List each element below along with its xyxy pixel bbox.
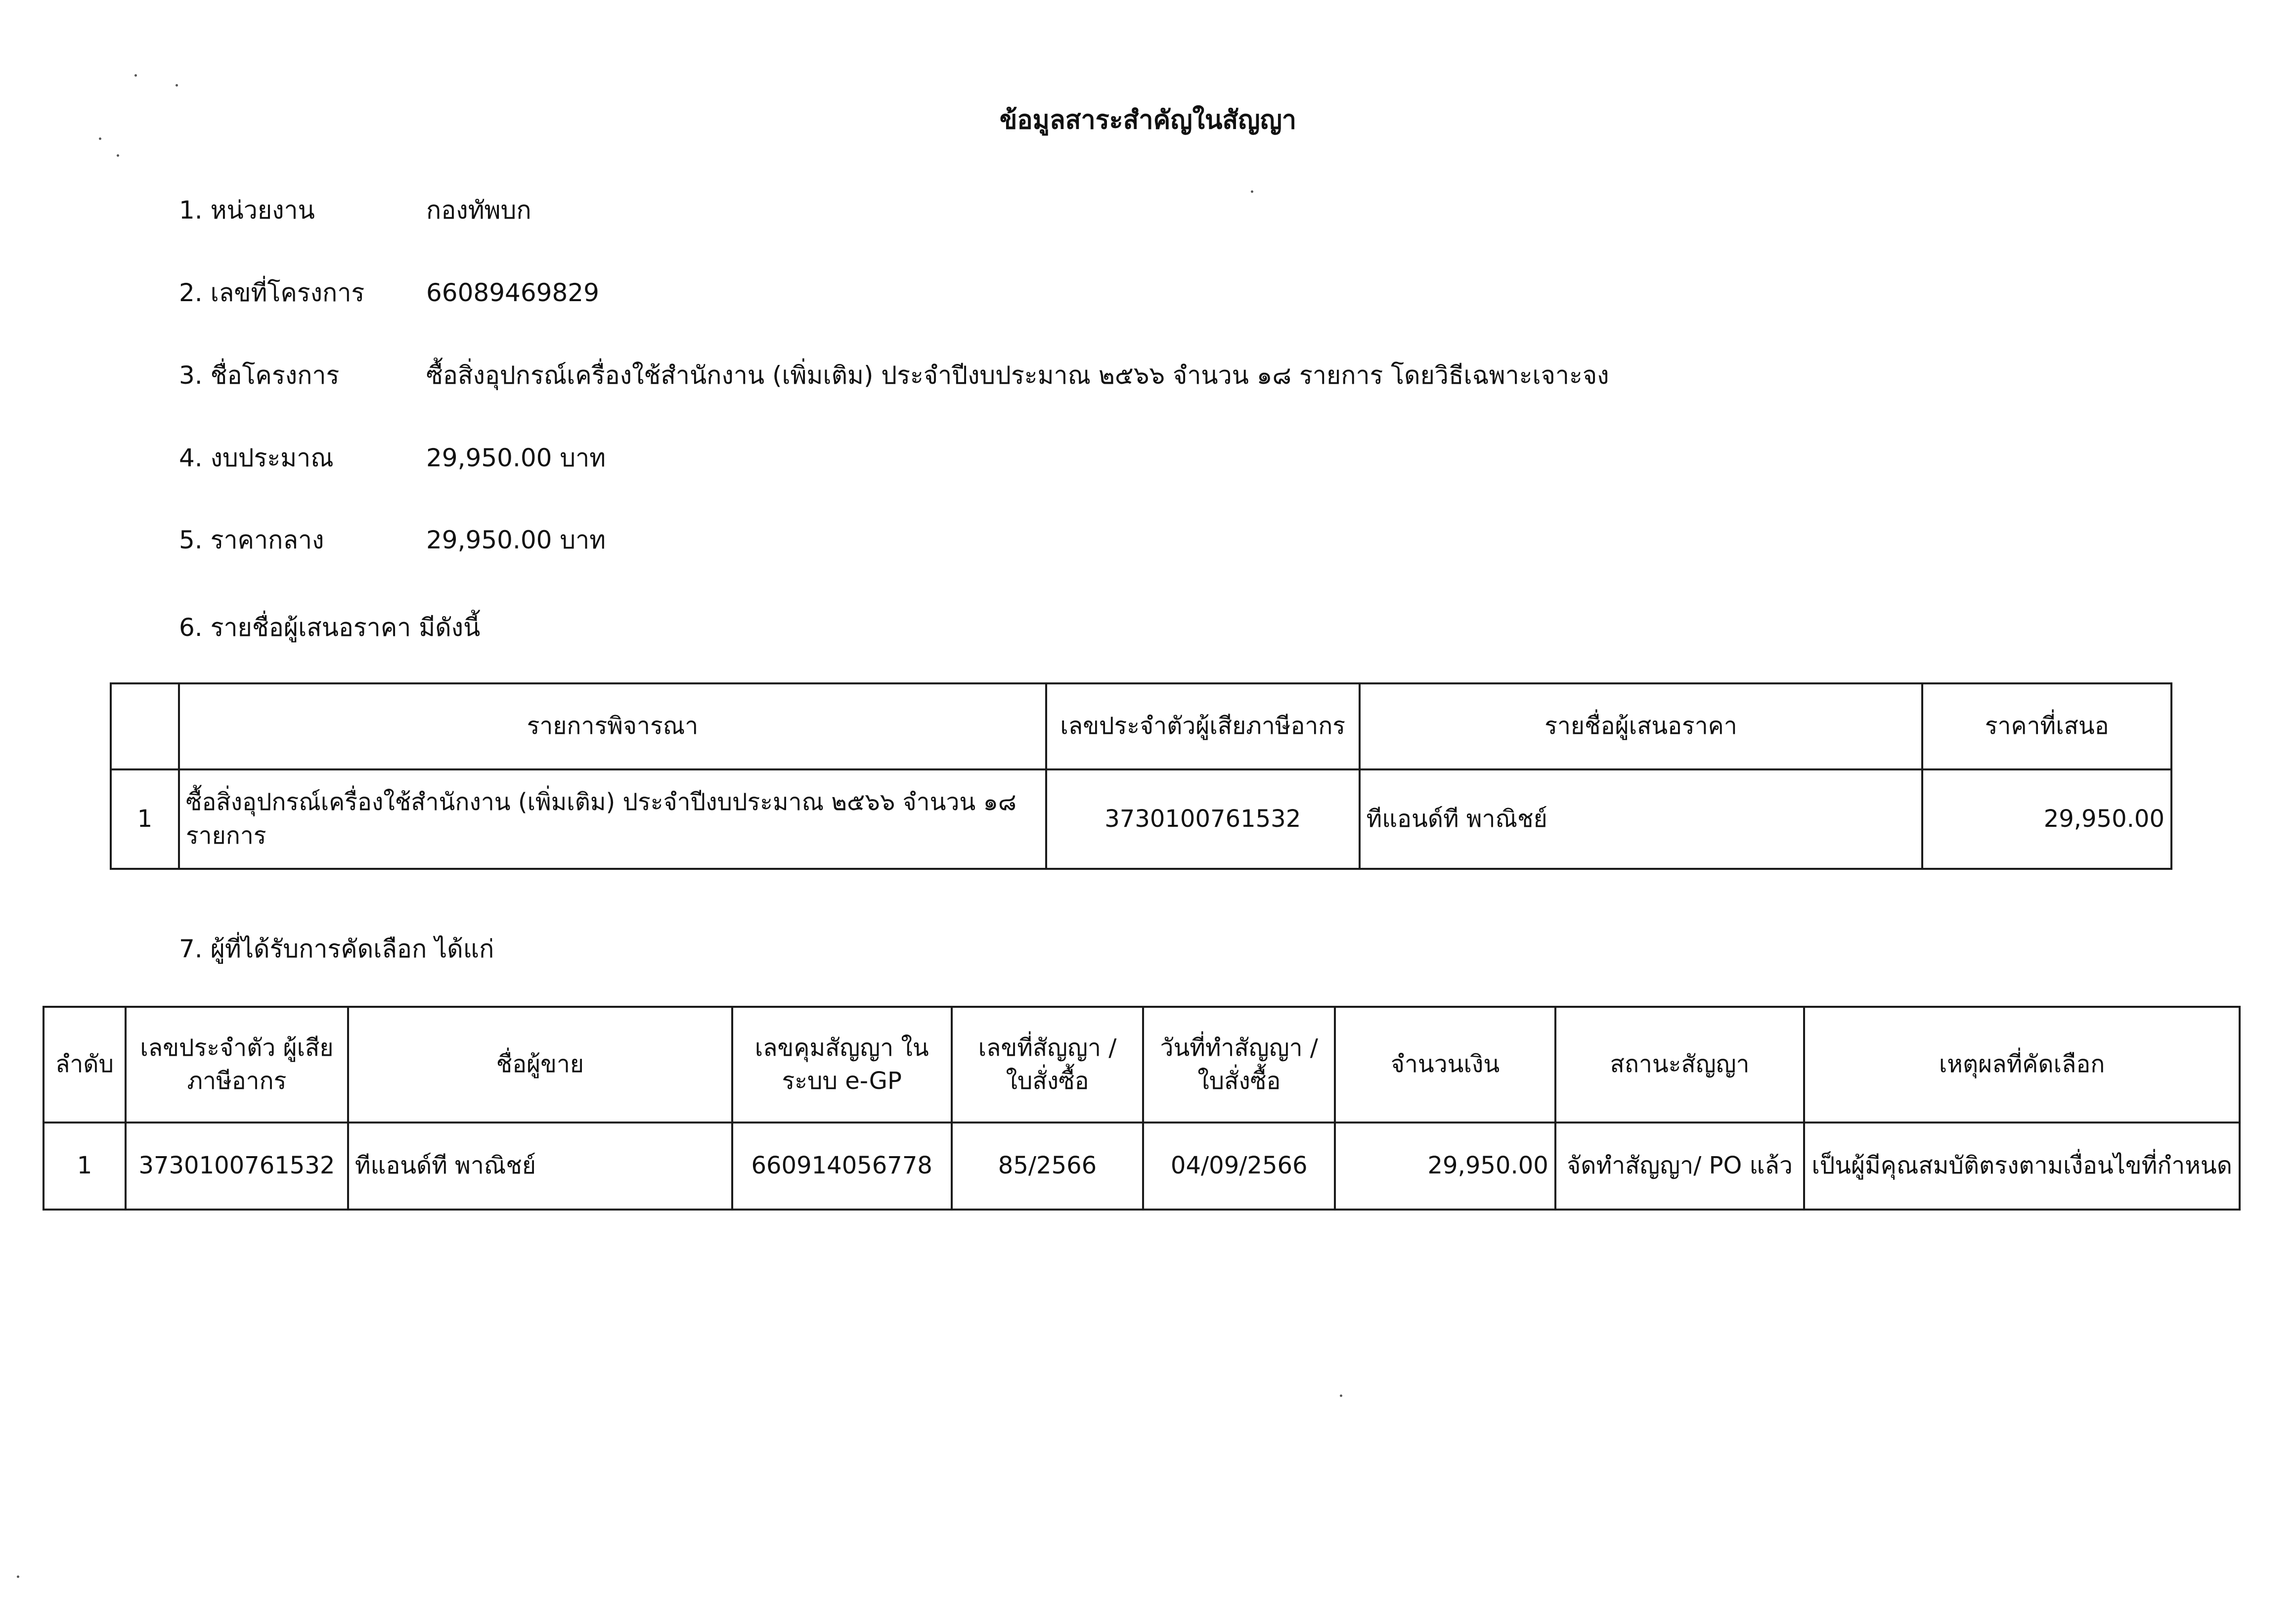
bidders-table [110,682,2172,870]
field-label: 4. งบประมาณ [179,443,334,472]
column-header: ราคาที่เสนอ [1922,683,2171,769]
table-row [44,1123,2240,1210]
table-header-row [111,683,2171,769]
column-header: เหตุผลที่คัดเลือก [1804,1007,2240,1123]
scan-speck [117,154,119,157]
column-header: เลขที่สัญญา / ใบสั่งซื้อ [952,1007,1144,1123]
column-header: เลขประจำตัวผู้เสียภาษีอากร [1046,683,1360,769]
field-value: 29,950.00 บาท [426,443,606,472]
scan-speck [134,74,137,77]
table-cell: ทีแอนด์ที พาณิชย์ [348,1123,732,1210]
scan-speck [176,84,178,87]
field-value: 29,950.00 บาท [426,525,606,554]
column-header: สถานะสัญญา [1555,1007,1804,1123]
selected-vendor-table [43,1006,2241,1211]
field-budget [179,438,606,478]
table-cell: 29,950.00 [1335,1123,1555,1210]
field-value: กองทัพบก [426,195,531,225]
column-header [111,683,179,769]
table-cell: 1 [44,1123,126,1210]
table-cell: 04/09/2566 [1143,1123,1335,1210]
table-cell: 3730100761532 [1046,769,1360,869]
column-header: เลขประจำตัว ผู้เสียภาษีอากร [126,1007,348,1123]
field-label: 1. หน่วยงาน [179,195,315,225]
table-cell: ซื้อสิ่งอุปกรณ์เครื่องใช้สำนักงาน (เพิ่มเติม) ประจำปีงบประมาณ ๒๕๖๖ จำนวน ๑๘ รายการ [179,769,1046,869]
column-header: วันที่ทำสัญญา / ใบสั่งซื้อ [1143,1007,1335,1123]
field-label: 2. เลขที่โครงการ [179,278,365,307]
column-header: เลขคุมสัญญา ในระบบ e-GP [732,1007,952,1123]
table-row [111,769,2171,869]
field-project-number [179,273,599,313]
table-header-row [44,1007,2240,1123]
table-cell: 29,950.00 [1922,769,2171,869]
scan-speck [99,137,101,140]
field-median-price [179,520,606,560]
scan-speck [1251,190,1253,193]
column-header: รายชื่อผู้เสนอราคา [1360,683,1923,769]
table-cell: 1 [111,769,179,869]
table-cell: เป็นผู้มีคุณสมบัติตรงตามเงื่อนไขที่กำหนด [1804,1123,2240,1210]
scan-speck [1340,1394,1342,1397]
column-header: ลำดับ [44,1007,126,1123]
column-header: จำนวนเงิน [1335,1007,1555,1123]
table-cell: ทีแอนด์ที พาณิชย์ [1360,769,1923,869]
column-header: รายการพิจารณา [179,683,1046,769]
table-cell: 660914056778 [732,1123,952,1210]
field-value: 66089469829 [426,278,599,307]
field-agency [179,190,531,230]
field-label: 5. ราคากลาง [179,525,324,554]
field-project-name [179,356,1609,395]
scan-speck [17,1575,19,1578]
column-header: ชื่อผู้ขาย [348,1007,732,1123]
field-label: 3. ชื่อโครงการ [179,360,340,390]
field-value: ซื้อสิ่งอุปกรณ์เครื่องใช้สำนักงาน (เพิ่มเติม) ประจำปีงบประมาณ ๒๕๖๖ จำนวน ๑๘ รายการ โดยวิธีเฉพาะเจาะจง [426,360,1609,390]
table-cell: 3730100761532 [126,1123,348,1210]
table-cell: 85/2566 [952,1123,1144,1210]
section6-heading: 6. รายชื่อผู้เสนอราคา มีดังนี้ [179,613,481,642]
table-cell: จัดทำสัญญา/ PO แล้ว [1555,1123,1804,1210]
section7-heading: 7. ผู้ที่ได้รับการคัดเลือก ได้แก่ [179,935,494,963]
document-title: ข้อมูลสาระสำคัญในสัญญา [999,105,1297,135]
